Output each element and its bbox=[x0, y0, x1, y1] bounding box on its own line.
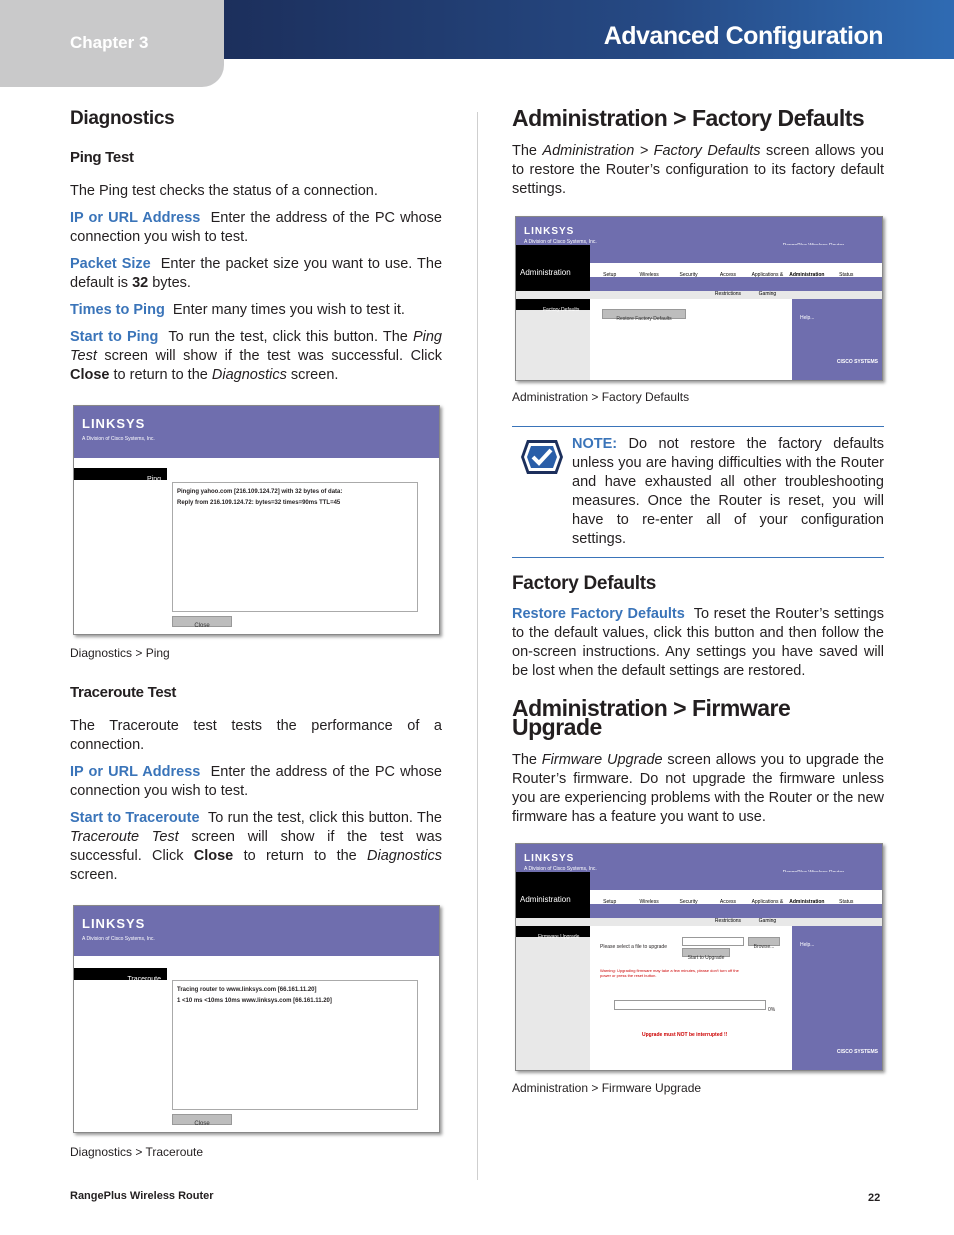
chapter-tab bbox=[0, 0, 224, 87]
column-divider bbox=[477, 112, 478, 1180]
nav-tab[interactable]: Access Restrictions bbox=[714, 272, 742, 297]
browse-button[interactable]: Browse... bbox=[748, 937, 780, 946]
fd-intro-a: The bbox=[512, 143, 543, 159]
ping-line-2: Reply from 216.109.124.72: bytes=32 times=90ms TTL=45 bbox=[177, 500, 341, 506]
fw-progress-bar bbox=[614, 1000, 766, 1010]
tr-result-box bbox=[172, 980, 418, 1110]
ping-test-heading: Ping Test bbox=[70, 149, 134, 166]
nav-tab[interactable]: Administration bbox=[789, 272, 825, 278]
nav-tab[interactable]: Wireless bbox=[639, 899, 659, 905]
start-text-c: to return to the bbox=[109, 367, 212, 383]
times-desc: Enter many times you wish to test it. bbox=[172, 302, 405, 318]
nav-tab[interactable]: Status bbox=[839, 899, 854, 905]
start-text-d: screen. bbox=[286, 367, 339, 383]
tr-start-text-d: screen. bbox=[70, 867, 118, 883]
fw-nav-bar bbox=[590, 872, 882, 924]
start-ping-term: Start to Ping bbox=[70, 329, 159, 345]
factory-defaults-subheading: Factory Defaults bbox=[512, 573, 657, 594]
nav-tab[interactable]: Access Restrictions bbox=[714, 899, 742, 924]
nav-tab[interactable]: Security bbox=[679, 899, 698, 905]
linksys-subtitle: A Division of Cisco Systems, Inc. bbox=[82, 436, 155, 442]
ip-desc: Enter the address of the PC whose connection you wish to test. bbox=[70, 210, 443, 245]
ping-caption: Diagnostics > Ping bbox=[70, 646, 170, 660]
packet-paragraph bbox=[70, 255, 442, 293]
ping-pane-label: Ping bbox=[146, 476, 161, 483]
fw-caption: Administration > Firmware Upgrade bbox=[512, 1081, 702, 1095]
diagnostics-heading: Diagnostics bbox=[70, 108, 175, 129]
linksys-logo: LINKSYS bbox=[524, 226, 575, 237]
chapter-label: Chapter 3 bbox=[70, 33, 149, 52]
linksys-subtitle: A Division of Cisco Systems, Inc. bbox=[524, 239, 597, 245]
tr-intro: The Traceroute test tests the performance of a connection. bbox=[70, 718, 442, 753]
fd-help-panel bbox=[792, 299, 882, 380]
nav-tab[interactable]: Wireless bbox=[639, 272, 659, 278]
left-column bbox=[70, 109, 442, 1162]
tr-header bbox=[74, 906, 439, 956]
start-ping-paragraph bbox=[70, 328, 442, 385]
tr-pane-bar bbox=[74, 968, 167, 983]
factory-defaults-screenshot bbox=[515, 216, 883, 381]
start-italic-1: Ping Test bbox=[70, 329, 442, 364]
nav-tab[interactable]: Applications & Gaming bbox=[751, 272, 784, 297]
nav-tab[interactable]: Setup bbox=[603, 272, 617, 278]
traceroute-caption: Diagnostics > Traceroute bbox=[70, 1145, 204, 1159]
tr-start-paragraph bbox=[70, 809, 442, 885]
fw-warning: Warning: Upgrading firmware may take a few minutes, please don't turn off the power or press the reset button. bbox=[600, 968, 739, 978]
fw-notice: Upgrade must NOT be interrupted !! bbox=[642, 1032, 728, 1038]
linksys-logo: LINKSYS bbox=[82, 416, 146, 431]
fd-header bbox=[516, 217, 882, 245]
note-body: Do not restore the factory defaults unless you are having difficulties with the Router and have exhausted all other troubleshooting measures. Once the Router is reset, you will have to re-enter all of your configuration settings. bbox=[572, 436, 884, 547]
fw-content bbox=[590, 926, 792, 1070]
restore-term: Restore Factory Defaults bbox=[512, 606, 685, 622]
fd-pane-label: Factory Defaults bbox=[543, 307, 580, 313]
factory-defaults-heading: Administration > Factory Defaults bbox=[512, 105, 865, 131]
packet-desc-end: bytes. bbox=[148, 275, 191, 291]
nav-tab[interactable]: Administration bbox=[789, 899, 825, 905]
linksys-logo: LINKSYS bbox=[82, 916, 146, 931]
fd-pane-bar bbox=[516, 299, 590, 313]
fw-intro-b: screen allows you to upgrade the Router’s firmware. Do not upgrade the firmware unless you are experiencing problems with the Router or the new firmware has a feature you want to use. bbox=[512, 752, 884, 825]
checkmark-icon bbox=[517, 439, 563, 475]
fw-help-link[interactable]: Help... bbox=[800, 942, 815, 948]
note-box bbox=[512, 426, 884, 558]
restore-paragraph bbox=[512, 605, 884, 681]
tr-ip-desc: Enter the address of the PC whose connection you wish to test. bbox=[70, 764, 443, 799]
tr-start-term: Start to Traceroute bbox=[70, 810, 200, 826]
fd-nav-tabs bbox=[590, 263, 882, 297]
start-italic-2: Diagnostics bbox=[211, 367, 287, 383]
note-text bbox=[572, 435, 884, 549]
linksys-subtitle: A Division of Cisco Systems, Inc. bbox=[82, 936, 155, 942]
ping-header bbox=[74, 406, 439, 458]
traceroute-heading: Traceroute Test bbox=[70, 684, 177, 701]
fw-header bbox=[516, 844, 882, 872]
restore-factory-defaults-button[interactable]: Restore Factory Defaults bbox=[602, 309, 686, 319]
tr-ip-term: IP or URL Address bbox=[70, 764, 201, 780]
ip-term: IP or URL Address bbox=[70, 210, 201, 226]
page-number: 22 bbox=[868, 1192, 881, 1204]
tr-start-text-c: to return to the bbox=[233, 848, 368, 864]
nav-tab[interactable]: Setup bbox=[603, 899, 617, 905]
fd-intro-italic: Administration > Factory Defaults bbox=[542, 143, 761, 159]
start-close: Close bbox=[70, 367, 110, 383]
fw-file-input[interactable] bbox=[682, 937, 744, 946]
tr-start-close: Close bbox=[193, 848, 234, 864]
footer-product: RangePlus Wireless Router bbox=[70, 1190, 214, 1202]
fw-pane-bar bbox=[516, 926, 590, 940]
tr-pane-label: Traceroute bbox=[127, 976, 161, 983]
note-label: NOTE: bbox=[572, 436, 618, 452]
fw-progress-percent: 0% bbox=[768, 1007, 776, 1013]
nav-tab[interactable]: Security bbox=[679, 272, 698, 278]
tr-start-italic-1: Traceroute Test bbox=[70, 829, 179, 845]
tr-start-text-a: To run the test, click this button. The bbox=[207, 810, 442, 826]
cisco-logo: CISCO SYSTEMS bbox=[836, 1049, 878, 1055]
fd-caption: Administration > Factory Defaults bbox=[512, 390, 690, 404]
fd-nav-bar bbox=[590, 245, 882, 297]
fw-pane-label: Firmware Upgrade bbox=[538, 934, 580, 940]
firmware-upgrade-screenshot bbox=[515, 843, 883, 1071]
nav-tab[interactable]: Applications & Gaming bbox=[751, 899, 784, 924]
cisco-logo: CISCO SYSTEMS bbox=[836, 359, 878, 365]
ping-screenshot bbox=[73, 405, 440, 635]
start-to-upgrade-button[interactable]: Start to Upgrade bbox=[682, 948, 730, 957]
start-text-a: To run the test, click this button. The bbox=[168, 329, 413, 345]
fd-help-link[interactable]: Help... bbox=[800, 315, 815, 321]
ping-line-1: Pinging yahoo.com [216.109.124.72] with 32 bytes of data: bbox=[177, 489, 343, 495]
fw-nav-tabs bbox=[590, 890, 882, 924]
fw-intro-italic: Firmware Upgrade bbox=[541, 752, 663, 768]
packet-default: 32 bbox=[132, 275, 149, 291]
fd-admin-label: Administration bbox=[520, 268, 571, 277]
fw-intro bbox=[512, 751, 884, 827]
fw-admin-bar bbox=[516, 872, 590, 918]
fd-admin-bar bbox=[516, 245, 590, 291]
packet-term: Packet Size bbox=[70, 256, 151, 272]
right-column bbox=[512, 105, 884, 1098]
linksys-logo: LINKSYS bbox=[524, 853, 575, 864]
nav-tab[interactable]: Status bbox=[839, 272, 854, 278]
ip-paragraph bbox=[70, 209, 442, 247]
packet-desc: Enter the packet size you want to use. The default is bbox=[70, 256, 443, 291]
times-term: Times to Ping bbox=[70, 302, 165, 318]
tr-line-1: Tracing router to www.linksys.com [66.161.11.20] bbox=[177, 987, 317, 993]
linksys-subtitle: A Division of Cisco Systems, Inc. bbox=[524, 866, 597, 872]
restore-desc: To reset the Router’s settings to the default values, click this button and then follow the on-screen instructions. Any settings you have saved will be lost when the default settings are restored. bbox=[512, 606, 884, 679]
fd-intro bbox=[512, 142, 884, 199]
start-text-b: screen will show if the test was successful. Click bbox=[96, 348, 442, 364]
page-title: Advanced Configuration bbox=[603, 22, 883, 50]
fw-select-label: Please select a file to upgrade bbox=[600, 944, 667, 950]
ping-pane-bar bbox=[74, 468, 167, 483]
ping-intro: The Ping test checks the status of a connection. bbox=[70, 183, 378, 199]
ping-close-button[interactable]: Close bbox=[172, 616, 232, 627]
fw-admin-label: Administration bbox=[520, 895, 571, 904]
tr-line-2: 1 <10 ms <10ms 10ms www.linksys.com [66.161.11.20] bbox=[177, 998, 332, 1004]
tr-ip-paragraph bbox=[70, 763, 442, 801]
title-bar bbox=[224, 0, 954, 59]
tr-start-italic-2: Diagnostics bbox=[367, 848, 442, 864]
traceroute-screenshot bbox=[73, 905, 440, 1133]
times-paragraph bbox=[70, 301, 442, 320]
tr-close-button[interactable]: Close bbox=[172, 1114, 232, 1125]
fw-help-panel bbox=[792, 926, 882, 1070]
ping-result-box bbox=[172, 482, 418, 612]
fw-intro-a: The bbox=[512, 752, 542, 768]
tr-start-text-b: screen will show if the test was successful. Click bbox=[70, 829, 443, 864]
firmware-upgrade-heading: Administration > Firmware Upgrade bbox=[512, 695, 791, 740]
fd-intro-b: screen allows you to restore the Router’s configuration to its factory default settings. bbox=[512, 143, 884, 197]
